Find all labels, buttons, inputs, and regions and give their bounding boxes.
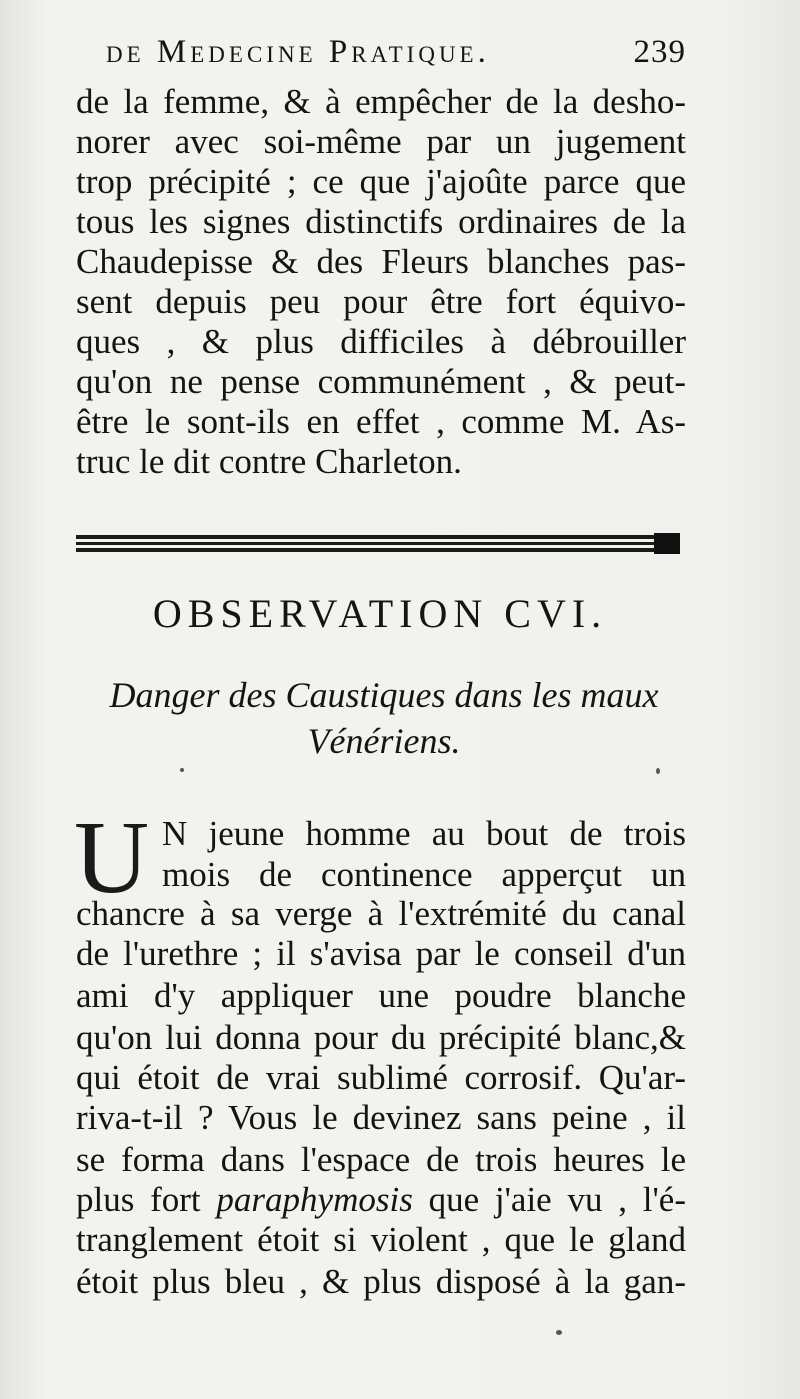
body-line: de la femme, & à empêcher de la desho- (76, 82, 686, 121)
italic-term: paraphymosis (216, 1180, 413, 1219)
paragraph-text: plus fort (76, 1180, 201, 1219)
body-line: trop précipité ; ce que j'ajoûte parce que (76, 162, 686, 201)
paragraph-text: que j'aie vu , l'é- (428, 1180, 686, 1219)
body-line: tous les signes distinctifs ordinaires de la (76, 202, 686, 241)
running-title: de Medecine Pratique. (106, 34, 490, 70)
paragraph-line: de l'urethre ; il s'avisa par le conseil d'un (76, 934, 686, 973)
ink-speck (556, 1330, 562, 1335)
running-header (106, 34, 686, 71)
body-line: truc le dit contre Charleton. (76, 442, 462, 481)
drop-cap: U (74, 800, 150, 915)
paragraph-line: se forma dans l'espace de trois heures le (76, 1140, 686, 1179)
paragraph-line: tranglement étoit si violent , que le gland (76, 1220, 686, 1259)
body-line: ques , & plus difficiles à débrouiller (76, 322, 686, 361)
paragraph-line: qu'on lui donna pour du précipité blanc,& (76, 1018, 686, 1057)
ink-speck (656, 768, 660, 774)
observation-title: OBSERVATION CVI. (152, 591, 608, 636)
ornamental-rule (76, 532, 680, 554)
paragraph-line: étoit plus bleu , & plus disposé à la gan- (76, 1262, 686, 1301)
observation-subtitle-line2: Vénériens. (307, 721, 461, 761)
body-line: norer avec soi-même par un jugement (76, 122, 686, 161)
paragraph-line: qui étoit de vrai sublimé corrosif. Qu'ar- (76, 1058, 686, 1097)
paragraph-line: N jeune homme au bout de trois (162, 814, 686, 853)
paragraph-line (76, 1180, 686, 1220)
body-line: qu'on ne pense communément , & peut- (76, 362, 686, 401)
observation-subtitle-line1: Danger des Caustiques dans les maux (109, 675, 659, 715)
body-line: sent depuis peu pour être fort équivo- (76, 282, 686, 321)
ink-speck (180, 768, 184, 772)
paragraph-line: mois de continence apperçut un (162, 855, 686, 894)
paragraph-line: chancre à sa verge à l'extrémité du canal (76, 894, 686, 933)
paragraph-line: riva-t-il ? Vous le devinez sans peine , il (76, 1098, 686, 1137)
paragraph-line: ami d'y appliquer une poudre blanche (76, 976, 686, 1015)
body-line: Chaudepisse & des Fleurs blanches pas- (76, 242, 686, 281)
page-number: 239 (633, 34, 686, 70)
body-line: être le sont-ils en effet , comme M. As- (76, 402, 686, 441)
